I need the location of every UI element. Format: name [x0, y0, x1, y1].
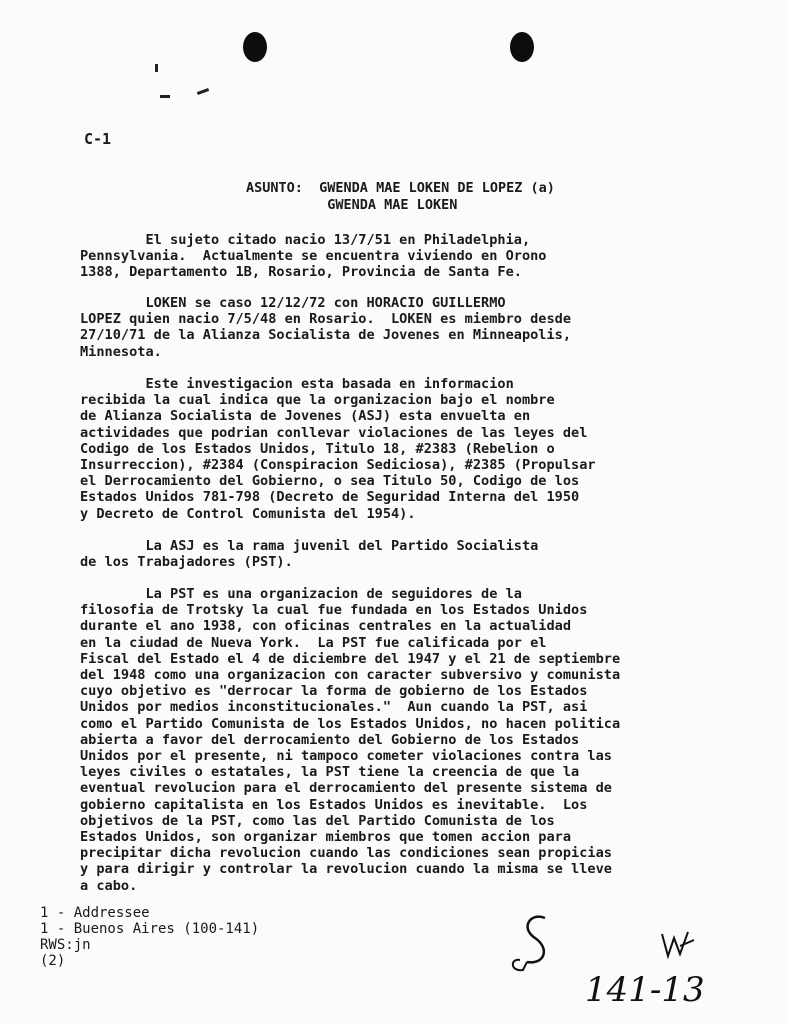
document-code: C-1	[84, 130, 112, 148]
subject-line-1: GWENDA MAE LOKEN DE LOPEZ (a)	[319, 180, 555, 196]
paragraph-pst: La PST es una organizacion de seguidores de la filosofia de Trotsky la cual fue fundada en los Estados Unidos durante el ano 1938, con oficinas centrales en la actualidad en la ciudad de Nueva York. La PST fue calificada por el Fiscal del Estado el 4 de diciembre del 1947 y el 21 de septiembre del 1948 como una organizacion con caracter subversivo y comunista cuyo objetivo es "derrocar la forma de gobierno de los Estados Unidos por medios inconstitucionales." Aun cuando la PST, asi como el Partido Comunista de los Estados Unidos, no hacen politica abierta a favor del derrocamiento del Gobierno de los Estados Unidos por el presente, ni tampoco cometer violaciones contra las leyes civiles o estatales, la PST tiene la creencia de que la eventual revolucion para el derrocamiento del presente sistema de gobierno capitalista en los Estados Unidos es inevitable. Los objetivos de la PST, como las del Partido Comunista de los Estados Unidos, son organizar miembros que tomen accion para precipitar dicha revolucion cuando las condiciones sean propicias y para dirigir y controlar la revolucion cuando la misma se lleve a cabo.	[80, 586, 621, 894]
handwritten-scribble	[505, 910, 565, 980]
footer-line: 1 - Addressee	[40, 905, 150, 921]
subject-block	[246, 180, 555, 214]
subject-line-2: GWENDA MAE LOKEN	[327, 197, 458, 213]
footer-line: 1 - Buenos Aires (100-141)	[40, 921, 260, 937]
speck	[197, 88, 209, 95]
punch-hole	[510, 32, 534, 62]
subject-label: ASUNTO:	[246, 180, 303, 196]
paragraph-birth: El sujeto citado nacio 13/7/51 en Philadelphia, Pennsylvania. Actualmente se encuentra viviendo en Orono 1388, Departamento 1B, Rosario, Provincia de Santa Fe.	[80, 232, 547, 281]
paragraph-asj: La ASJ es la rama juvenil del Partido Socialista de los Trabajadores (PST).	[80, 538, 539, 571]
footer-line: (2)	[40, 953, 66, 969]
handwritten-file-number: 141-13	[585, 970, 705, 1010]
speck	[155, 64, 158, 72]
paragraph-investigation: Este investigacion esta basada en informacion recibida la cual indica que la organizacion bajo el nombre de Alianza Socialista de Jovenes (ASJ) esta envuelta en actividades que podrian conllevar violaciones de las leyes del Codigo de los Estados Unidos, Titulo 18, #2383 (Rebelion o Insurreccion), #2384 (Conspiracion Sediciosa), #2385 (Propulsar el Derrocamiento del Gobierno, o sea Titulo 50, Codigo de los Estados Unidos 781-798 (Decreto de Seguridad Interna del 1950 y Decreto de Control Comunista del 1954).	[80, 376, 596, 522]
punch-hole	[243, 32, 267, 62]
footer-line: RWS:jn	[40, 937, 91, 953]
handwritten-initials	[658, 928, 698, 962]
paragraph-marriage: LOKEN se caso 12/12/72 con HORACIO GUILLERMO LOPEZ quien nacio 7/5/48 en Rosario. LOKEN es miembro desde 27/10/71 de la Alianza Socialista de Jovenes en Minneapolis, Minnesota.	[80, 295, 572, 360]
speck	[160, 95, 170, 98]
distribution-block	[40, 905, 259, 969]
